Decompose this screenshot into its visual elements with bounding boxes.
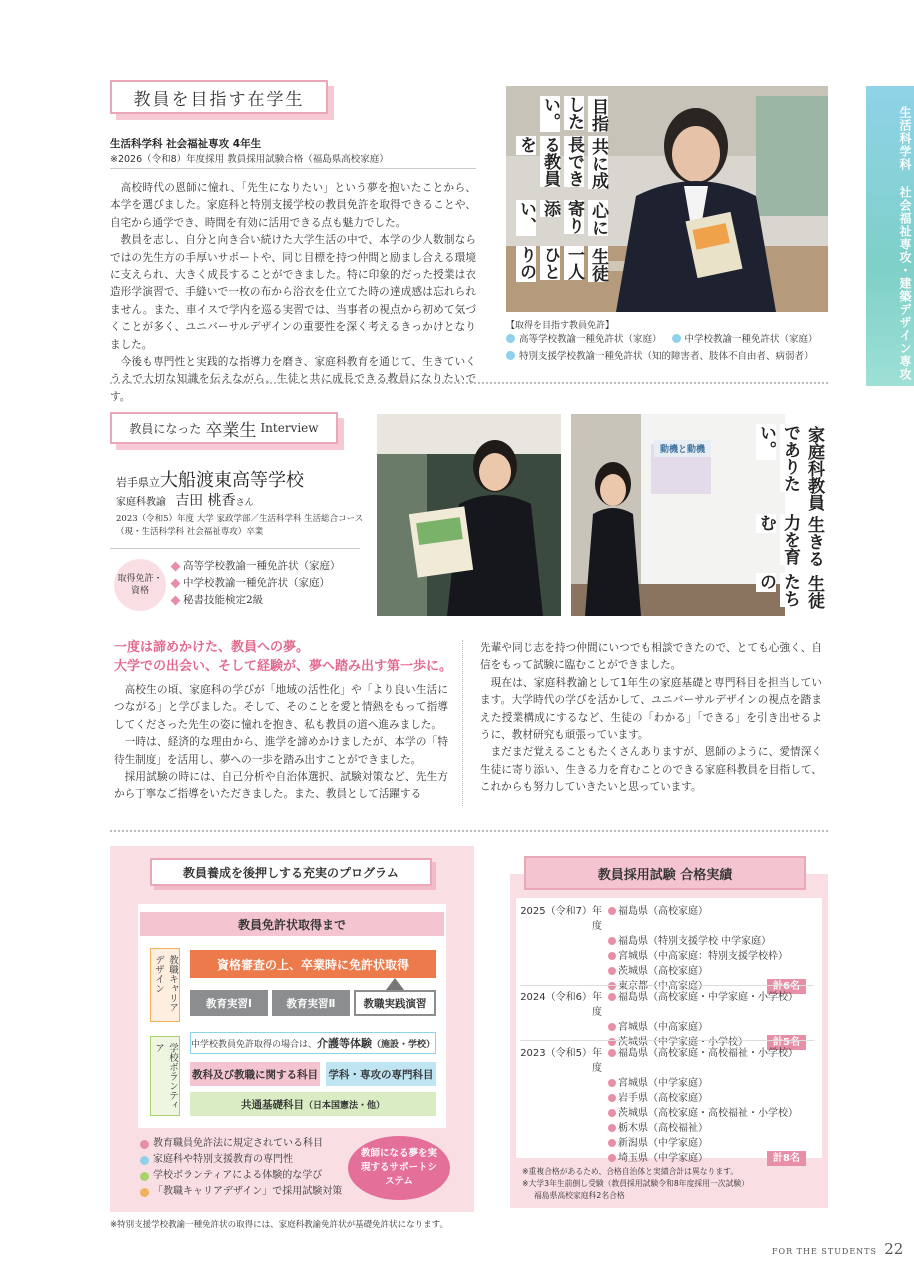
- graduate-info: 2023（令和5）年度 大学 家政学部／生活科学科 生活総合コース （現・生活科学科 社会福祉専攻）卒業: [116, 514, 364, 537]
- total-badge: 計6名: [767, 979, 806, 994]
- student-essay-paragraph: 高校時代の恩師に憧れ、「先生になりたい」という夢を抱いたことから、本学を選びました。家庭科と特別支援学校の教員免許を取得できることや、自宅から通学でき、時間を有効に活用できる点も魅力でした。: [110, 182, 476, 229]
- care-experience-box: 中学校教員免許取得の場合は、 介護等体験 （施設・学校）: [190, 1032, 436, 1054]
- student-caption-line: 目指したい。: [540, 96, 608, 132]
- department-side-tab: 生活科学科 社会福祉専攻・建築デザイン専攻: [866, 86, 914, 386]
- section-banner-graduate: 教員になった 卒業生 Interview: [110, 412, 338, 444]
- legend-item: 学校ボランティアによる体験的な学び: [140, 1168, 342, 1184]
- legend-item: 「教職キャリアデザイン」で採用試験対策: [140, 1184, 342, 1200]
- program-subtitle: 教員免許状取得まで: [140, 912, 444, 936]
- qualification-item: 中学校教諭一種免許状（家庭）: [172, 575, 341, 592]
- graduate-photo-1: [377, 414, 561, 616]
- interview-paragraph: 高校生の頃、家庭科の学びが「地域の活性化」や「より良い生活につながる」と学びました。そして、そのことを愛と情熱をもって指導してくださった先生の姿に憧れを抱き、私も教員の道へ進みました。: [114, 684, 448, 731]
- board-text: 動機と動機: [654, 440, 711, 457]
- interview-paragraph: 採用試験の時には、自己分析や自治体選択、試験対策など、先生方から丁寧なご指導をいただきました。また、教員として活躍する: [114, 771, 448, 801]
- career-design-arrow: 教職キャリアデザイン: [150, 948, 180, 1022]
- program-legend: [140, 1136, 342, 1200]
- interview-paragraph: 現在は、家庭科教諭として1年生の家庭基礎と専門科目を担当しています。大学時代の学びを活かして、ユニバーサルデザインの視点を踏まえた授業構成にするなど、生徒の「わかる」「できる」を引き出せるように、教材研究も頑張っています。: [480, 676, 822, 742]
- results-year-2023: 2023（令和5）年度 福島県（高校家庭・高校福祉・小学校） 宮城県（中学家庭） 岩手県（高校家庭） 茨城県（高校家庭・高校福祉・小学校） 栃木県（高校福祉） 新潟県（中学家庭） 埼玉県（中学家庭） 計8名: [516, 1046, 816, 1166]
- interview-text-left: [114, 682, 448, 804]
- program-footnote: ※特別支援学校教諭一種免許状の取得には、家庭科教諭免許状が基礎免許状になります。: [110, 1220, 448, 1230]
- student-department: 生活科学科 社会福祉専攻 4年生: [110, 138, 262, 150]
- qualification-item: 高等学校教諭一種免許状（家庭）: [172, 558, 341, 575]
- graduate-caption-line: 生きる力を育む: [756, 514, 824, 568]
- school-volunteer-arrow: 学校ボランティア: [150, 1036, 180, 1116]
- major-subjects-box: 学科・専攻の専門科目: [326, 1062, 436, 1086]
- practice-seminar-box: 教職実践演習: [354, 990, 436, 1016]
- section-banner-student: 教員を目指す在学生: [110, 80, 328, 114]
- total-badge: 計5名: [767, 1035, 806, 1050]
- interview-paragraph: 一時は、経済的な理由から、進学を諦めかけましたが、本学の「特待生制度」を活用し、夢への一歩を踏み出すことができました。: [114, 736, 448, 766]
- results-year-2024: 2024（令和6）年度 福島県（高校家庭・中学家庭・小学校） 宮城県（中高家庭） 茨城県（中学家庭・小学校） 計5名: [516, 990, 816, 1050]
- qualification-item: 秘書技能検定2級: [172, 592, 341, 609]
- license-item: 高等学校教諭一種免許状（家庭）: [506, 331, 662, 345]
- license-list: [506, 331, 836, 362]
- practice-2-box: 教育実習Ⅱ: [272, 990, 350, 1016]
- license-item: 特別支援学校教諭一種免許状（知的障害者、肢体不自由者、病弱者）: [506, 348, 836, 362]
- qualification-list: [172, 558, 341, 609]
- graduate-caption-line: 生徒たちの: [756, 572, 824, 609]
- program-title: 教員養成を後押しする充実のプログラム: [150, 858, 432, 886]
- student-essay-paragraph: 教員を志し、自分と向き合い続けた大学生活の中で、本学の少人数制ならではの先生方の手厚いサポートや、同じ目標を持つ仲間と励まし合える環境に支えられ、大きく成長することができました。特に印象的だった授業は衣造形学演習で、手縫いで一枚の布から浴衣を仕立てた時の達成感は忘れられません。また、車イスで学内を巡る実習では、当事者の視点から初めて気づくことが多く、ユニバーサルデザインの重要性を深く考えるきっかけとなりました。: [110, 234, 476, 351]
- practice-1-box: 教育実習Ⅰ: [190, 990, 268, 1016]
- qualification-badge: 取得免許・資格: [114, 559, 166, 611]
- graduate-caption-line: 家庭科教員でありたい。: [756, 424, 824, 511]
- license-item: 中学校教諭一種免許状（家庭）: [672, 331, 818, 345]
- student-caption: [514, 96, 610, 296]
- section-divider: [110, 830, 828, 832]
- student-caption-line: 共に成長できる教員を: [516, 135, 608, 189]
- results-notes: ※重複合格があるため、合格自治体と実績合計は異なります。 ※大学3年生前倒し受験（教員採用試験令和8年度採用一次試験） 福島県高校家庭科2名合格: [522, 1167, 749, 1200]
- license-acquisition-box: 資格審査の上、卒業時に免許状取得: [190, 950, 436, 978]
- interview-headline: 一度は諦めかけた、教員への夢。 大学での出会い、そして経験が、夢へ踏み出す第一歩に。: [114, 640, 453, 674]
- graduate-caption: [754, 424, 826, 614]
- total-badge: 計8名: [767, 1151, 806, 1166]
- school-name: 岩手県立大船渡東高等学校: [116, 470, 304, 491]
- basic-subjects-box: 共通基礎科目 （日本国憲法・他）: [190, 1092, 436, 1116]
- student-essay: [110, 180, 476, 406]
- interview-paragraph: 先輩や同じ志を持つ仲間にいつでも相談できたので、とても心強く、自信をもって試験に臨むことができました。: [480, 642, 822, 672]
- student-essay-paragraph: 今後も専門性と実践的な指導力を磨き、家庭科教育を通じて、生きていくうえで大切な知識を伝えながら、生徒と共に成長できる教員になりたいです。: [110, 356, 476, 403]
- results-year-2025: 2025（令和7）年度 福島県（高校家庭） 福島県（特別支援学校 中学家庭） 宮城県（中高家庭：特別支援学校枠） 茨城県（高校家庭） 東京都（中高家庭） 計6名: [516, 904, 816, 994]
- student-caption-line: 生徒一人ひとりの: [516, 245, 608, 282]
- page-number: 22: [884, 1240, 904, 1258]
- support-system-bubble: 教師になる夢を実現するサポートシステム: [348, 1136, 450, 1200]
- legend-item: 教育職員免許法に規定されている科目: [140, 1136, 342, 1152]
- section-divider: [110, 382, 828, 384]
- interview-text-right: [480, 640, 822, 797]
- license-heading: 【取得を目指す教員免許】: [506, 321, 615, 331]
- graduate-name: 家庭科教諭 吉田 桃香さん: [116, 493, 254, 509]
- results-title: 教員採用試験 合格実績: [524, 856, 806, 890]
- page-footer: FOR THE STUDENTS 22: [772, 1240, 904, 1258]
- interview-paragraph: まだまだ覚えることもたくさんありますが、恩師のように、愛情深く生徒に寄り添い、生きる力を育むことのできる家庭科教員を目指して、これからも努力していきたいと思っています。: [480, 746, 822, 794]
- student-exam-note: ※2026（令和8）年度採用 教員採用試験合格（福島県高校家庭）: [110, 154, 389, 165]
- teaching-subjects-box: 教科及び教職に関する科目: [190, 1062, 320, 1086]
- student-caption-line: 心に寄り添い、: [516, 200, 608, 237]
- legend-item: 家庭科や特別支援教育の専門性: [140, 1152, 342, 1168]
